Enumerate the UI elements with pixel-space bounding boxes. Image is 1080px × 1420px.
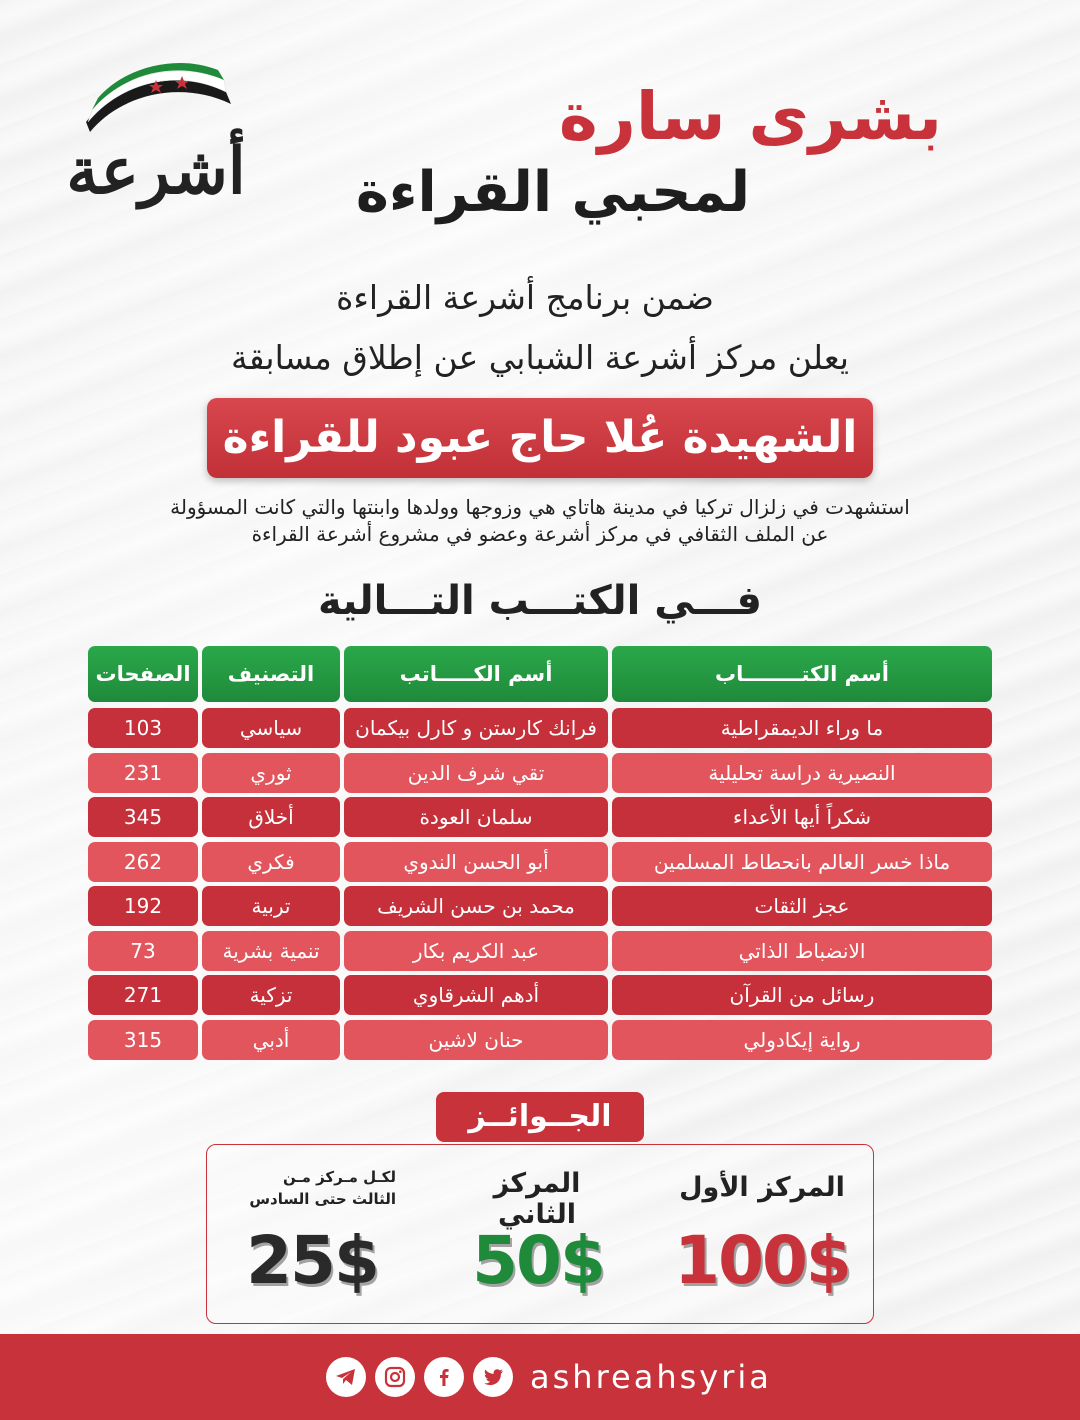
author-cell: حنان لاشين bbox=[344, 1020, 608, 1060]
pages-cell: 345 bbox=[88, 797, 198, 837]
intro-announcement-line: يعلن مركز أشرعة الشبابي عن إطلاق مسابقة bbox=[231, 338, 849, 377]
category-cell: أدبي bbox=[202, 1020, 340, 1060]
martyr-description bbox=[100, 494, 980, 548]
book-cell: شكراً أيها الأعداء bbox=[612, 797, 992, 837]
book-cell: رسائل من القرآن bbox=[612, 975, 992, 1015]
table-row bbox=[88, 886, 992, 926]
headline-good-news: بشرى سارة bbox=[558, 78, 942, 155]
pages-cell: 271 bbox=[88, 975, 198, 1015]
table-row bbox=[88, 975, 992, 1015]
intro-program-line: ضمن برنامج أشرعة القراءة bbox=[336, 278, 714, 317]
headline-reading-lovers: لمحبي القراءة bbox=[355, 160, 750, 225]
other-places-label-line: الثالث حتى السادس bbox=[249, 1190, 396, 1208]
category-cell: تربية bbox=[202, 886, 340, 926]
header-category: التصنيف bbox=[202, 646, 340, 702]
books-table bbox=[88, 646, 992, 1064]
books-heading: فـــي الكتـــب التـــالية bbox=[318, 578, 762, 624]
competition-name-banner: الشهيدة عُلا حاج عبود للقراءة bbox=[207, 398, 873, 478]
author-cell: فرانك كارستن و كارل بيكمان bbox=[344, 708, 608, 748]
second-place-label: المركز الثاني bbox=[493, 1168, 581, 1230]
facebook-icon[interactable] bbox=[424, 1357, 464, 1397]
other-places-amount: 25$ bbox=[246, 1222, 378, 1299]
pages-cell: 192 bbox=[88, 886, 198, 926]
social-handle[interactable]: ashreahsyria bbox=[530, 1358, 772, 1396]
social-links bbox=[326, 1356, 772, 1398]
first-place-label: المركز الأول bbox=[679, 1172, 845, 1203]
telegram-icon[interactable] bbox=[326, 1357, 366, 1397]
second-place-amount: 50$ bbox=[472, 1222, 604, 1299]
logo-wordmark: أشرعة bbox=[66, 134, 246, 209]
pages-cell: 262 bbox=[88, 842, 198, 882]
author-cell: أدهم الشرقاوي bbox=[344, 975, 608, 1015]
author-cell: عبد الكريم بكار bbox=[344, 931, 608, 971]
table-row bbox=[88, 931, 992, 971]
author-cell: محمد بن حسن الشريف bbox=[344, 886, 608, 926]
header-book-name: أسم الكتــــــــاب bbox=[612, 646, 992, 702]
description-line: استشهدت في زلزال تركيا في مدينة هاتاي هي وزوجها وولدها وابنتها والتي كانت المسؤولة bbox=[170, 495, 910, 519]
category-cell: تزكية bbox=[202, 975, 340, 1015]
table-header-row bbox=[88, 646, 992, 702]
table-row bbox=[88, 842, 992, 882]
category-cell: تنمية بشرية bbox=[202, 931, 340, 971]
pages-cell: 315 bbox=[88, 1020, 198, 1060]
pages-cell: 231 bbox=[88, 753, 198, 793]
flag-wave-icon bbox=[66, 62, 246, 132]
category-cell: سياسي bbox=[202, 708, 340, 748]
book-cell: ماذا خسر العالم بانحطاط المسلمين bbox=[612, 842, 992, 882]
first-place-amount: 100$ bbox=[674, 1222, 850, 1299]
book-cell: عجز الثقات bbox=[612, 886, 992, 926]
category-cell: أخلاق bbox=[202, 797, 340, 837]
instagram-icon[interactable] bbox=[375, 1357, 415, 1397]
author-cell: سلمان العودة bbox=[344, 797, 608, 837]
category-cell: ثوري bbox=[202, 753, 340, 793]
brand-logo bbox=[66, 62, 246, 222]
book-cell: ما وراء الديمقراطية bbox=[612, 708, 992, 748]
book-cell: رواية إيكادولي bbox=[612, 1020, 992, 1060]
header-author-name: أسم الكـــــاتب bbox=[344, 646, 608, 702]
pages-cell: 103 bbox=[88, 708, 198, 748]
other-places-label bbox=[224, 1166, 396, 1210]
book-cell: النصيرية دراسة تحليلية bbox=[612, 753, 992, 793]
table-row bbox=[88, 708, 992, 748]
author-cell: تقي شرف الدين bbox=[344, 753, 608, 793]
prizes-title: الجــوائــز bbox=[436, 1092, 644, 1142]
other-places-label-line: لكـل مـركز مـن bbox=[282, 1168, 396, 1186]
table-row bbox=[88, 753, 992, 793]
category-cell: فكري bbox=[202, 842, 340, 882]
book-cell: الانضباط الذاتي bbox=[612, 931, 992, 971]
pages-cell: 73 bbox=[88, 931, 198, 971]
table-row bbox=[88, 1020, 992, 1060]
header-pages: الصفحات bbox=[88, 646, 198, 702]
table-row bbox=[88, 797, 992, 837]
author-cell: أبو الحسن الندوي bbox=[344, 842, 608, 882]
description-line: عن الملف الثقافي في مركز أشرعة وعضو في مشروع أشرعة القراءة bbox=[251, 522, 829, 546]
twitter-icon[interactable] bbox=[473, 1357, 513, 1397]
